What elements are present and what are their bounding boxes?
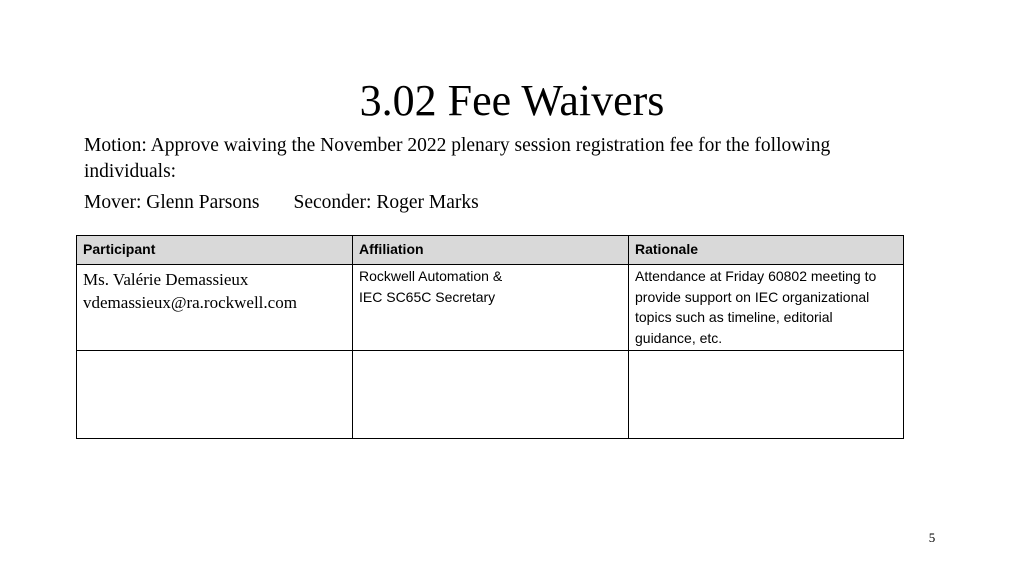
table-row xyxy=(77,351,904,439)
participant-cell xyxy=(77,351,353,439)
table-row xyxy=(77,265,904,351)
mover-text: Mover: Glenn Parsons xyxy=(84,192,260,213)
table-header-row xyxy=(77,236,904,265)
mover-seconder-line xyxy=(84,190,479,216)
seconder-text: Seconder: Roger Marks xyxy=(293,192,479,213)
motion-text: Motion: Approve waiving the November 2022 plenary session registration fee for the following individuals: xyxy=(84,135,831,182)
page-number: 5 xyxy=(928,530,936,545)
header-affiliation: Affiliation xyxy=(353,236,629,265)
header-participant: Participant xyxy=(77,236,353,265)
fee-waiver-table xyxy=(76,235,904,439)
participant-cell xyxy=(77,265,353,351)
affiliation-line: IEC SC65C Secretary xyxy=(359,288,496,305)
affiliation-cell xyxy=(353,351,629,439)
affiliation-cell xyxy=(353,265,629,351)
affiliation-line: Rockwell Automation & xyxy=(359,268,503,284)
slide-title: 3.02 Fee Waivers xyxy=(359,76,665,125)
header-rationale: Rationale xyxy=(629,236,904,265)
participant-email: vdemassieux@ra.rockwell.com xyxy=(83,293,297,312)
rationale-cell xyxy=(629,351,904,439)
rationale-cell: Attendance at Friday 60802 meeting to provide support on IEC organizational topics such as timeline, editorial guidance, etc. xyxy=(629,265,904,351)
participant-name: Ms. Valérie Demassieux xyxy=(83,270,249,289)
